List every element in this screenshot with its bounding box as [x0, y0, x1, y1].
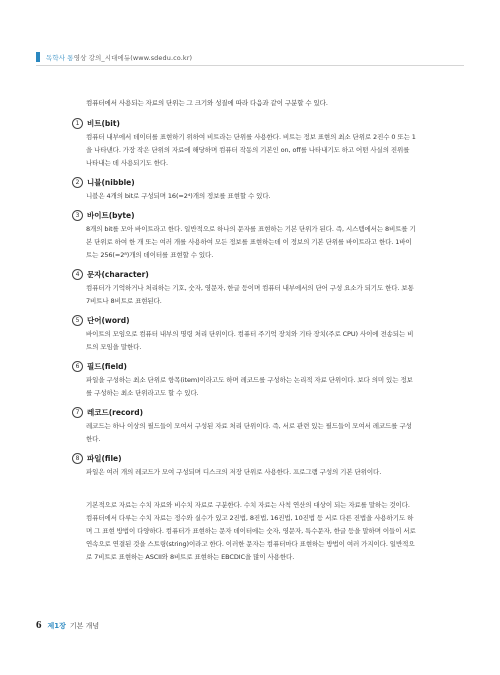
list-item: [75, 359, 416, 400]
list-item: [75, 116, 416, 170]
header-divider: [36, 65, 464, 66]
item-description: 컴퓨터가 기억하거나 처리하는 기호, 숫자, 영문자, 한글 등이며 컴퓨터 내부에서의 단어 구성 요소가 되기도 한다. 보통 7비트나 8비트로 표현된다.: [86, 284, 414, 305]
item-description: 바이트의 모임으로 컴퓨터 내부의 명령 처리 단위이다. 컴퓨터 주기억 장치와 기타 장치(주로 CPU) 사이에 전송되는 비트의 모임을 말한다.: [86, 330, 414, 351]
item-title: 비트(bit): [87, 118, 120, 128]
page-footer: [36, 619, 99, 631]
item-heading: [72, 359, 416, 373]
circled-number-icon: 5: [72, 315, 83, 326]
list-item: [75, 267, 416, 308]
item-title: 필드(field): [87, 361, 127, 371]
item-title: 단어(word): [87, 315, 130, 325]
list-item: [75, 451, 416, 479]
summary-paragraph: 기본적으로 자료는 수치 자료와 비수치 자료로 구분한다. 수치 자료는 사칙 연산의 대상이 되는 자료를 말하는 것이다. 컴퓨터에서 다루는 수치 자료는 정수와 실수가 있고 2진법, 8진법, 16진법, 10진법 등 서로 다른 진법을 사용하기도 하며 그 표현 방법이 다양하다. 컴퓨터가 표현하는 문자 데이터에는 숫자, 영문자, 특수문자, 한글 등을 말하며 이들이 서로 연속으로 연결된 것을 스트링(string)이라고 한다. 이러한 문자는 컴퓨터마다 표현하는 방법이 여러 가지이다. 일반적으로 7비트로 표현하는 ASCII와 8비트로 표현하는 EBCDIC을 많이 사용한다.: [86, 501, 416, 561]
item-description: 레코드는 하나 이상의 필드들이 모여서 구성된 자료 처리 단위이다. 즉, 서로 관련 있는 필드들이 모여서 레코드를 구성한다.: [86, 422, 412, 443]
header-accent-bar: [36, 52, 40, 62]
item-description: 컴퓨터 내부에서 데이터를 표현하기 위하여 비트라는 단위를 사용한다. 비트는 정보 표현의 최소 단위로 2진수 0 또는 1을 나타낸다. 가장 작은 단위의 자료에 해당하며 컴퓨터 작동의 기본인 on, off를 나타내기도 하고 어떤 사실의 진위를 나타내는 데 사용되기도 한다.: [86, 133, 416, 167]
item-heading: [72, 116, 416, 130]
list-item: [75, 313, 416, 354]
circled-number-icon: 6: [72, 361, 83, 372]
page-number: 6: [36, 619, 42, 631]
data-unit-list: [75, 116, 416, 479]
header-course-info: 영상 강의_시대에듀(www.sdedu.co.kr): [73, 53, 193, 62]
page-content: [75, 97, 416, 571]
chapter-label: 제1장: [47, 622, 66, 630]
item-heading: [72, 175, 416, 189]
item-title: 바이트(byte): [87, 210, 135, 220]
item-title: 문자(character): [87, 269, 149, 279]
circled-number-icon: 4: [72, 269, 83, 280]
intro-paragraph: 컴퓨터에서 사용되는 자료의 단위는 그 크기와 성질에 따라 다음과 같이 구분할 수 있다.: [86, 99, 328, 107]
item-heading: [72, 405, 416, 419]
list-item: [75, 175, 416, 203]
circled-number-icon: 3: [72, 210, 83, 221]
item-heading: [72, 313, 416, 327]
list-item: [75, 405, 416, 446]
item-description: 파일을 구성하는 최소 단위로 항목(item)이라고도 하며 레코드를 구성하는 논리적 자료 단위이다. 보다 의미 있는 정보를 구성하는 최소 단위라고도 할 수 있다.: [86, 376, 413, 397]
running-header: [36, 52, 192, 62]
item-heading: [72, 267, 416, 281]
circled-number-icon: 2: [72, 177, 83, 188]
item-description: 니블은 4개의 bit로 구성되며 16(=2⁴)개의 정보를 표현할 수 있다.: [86, 192, 271, 200]
circled-number-icon: 8: [72, 453, 83, 464]
list-item: [75, 208, 416, 262]
item-title: 레코드(record): [87, 407, 144, 417]
item-title: 파일(file): [87, 453, 122, 463]
chapter-title: 기본 개념: [69, 622, 100, 630]
item-description: 8개의 bit를 모아 바이트라고 한다. 일반적으로 하나의 문자를 표현하는 기본 단위가 된다. 즉, 시스템에서는 8비트를 기본 단위로 하여 한 개 또는 여러 개를 사용하여 모든 정보를 표현하는데 이 정보의 기본 단위를 바이트라고 한다. 1바이트는 256(=2⁸)개의 데이터를 표현할 수 있다.: [86, 225, 416, 259]
item-heading: [72, 208, 416, 222]
item-description: 파일은 여러 개의 레코드가 모여 구성되며 디스크의 저장 단위로 사용한다. 프로그램 구성의 기본 단위이다.: [86, 468, 382, 476]
item-heading: [72, 451, 416, 465]
header-brand: 독학사 통: [46, 53, 74, 62]
circled-number-icon: 1: [72, 118, 83, 129]
circled-number-icon: 7: [72, 407, 83, 418]
item-title: 니블(nibble): [87, 177, 135, 187]
